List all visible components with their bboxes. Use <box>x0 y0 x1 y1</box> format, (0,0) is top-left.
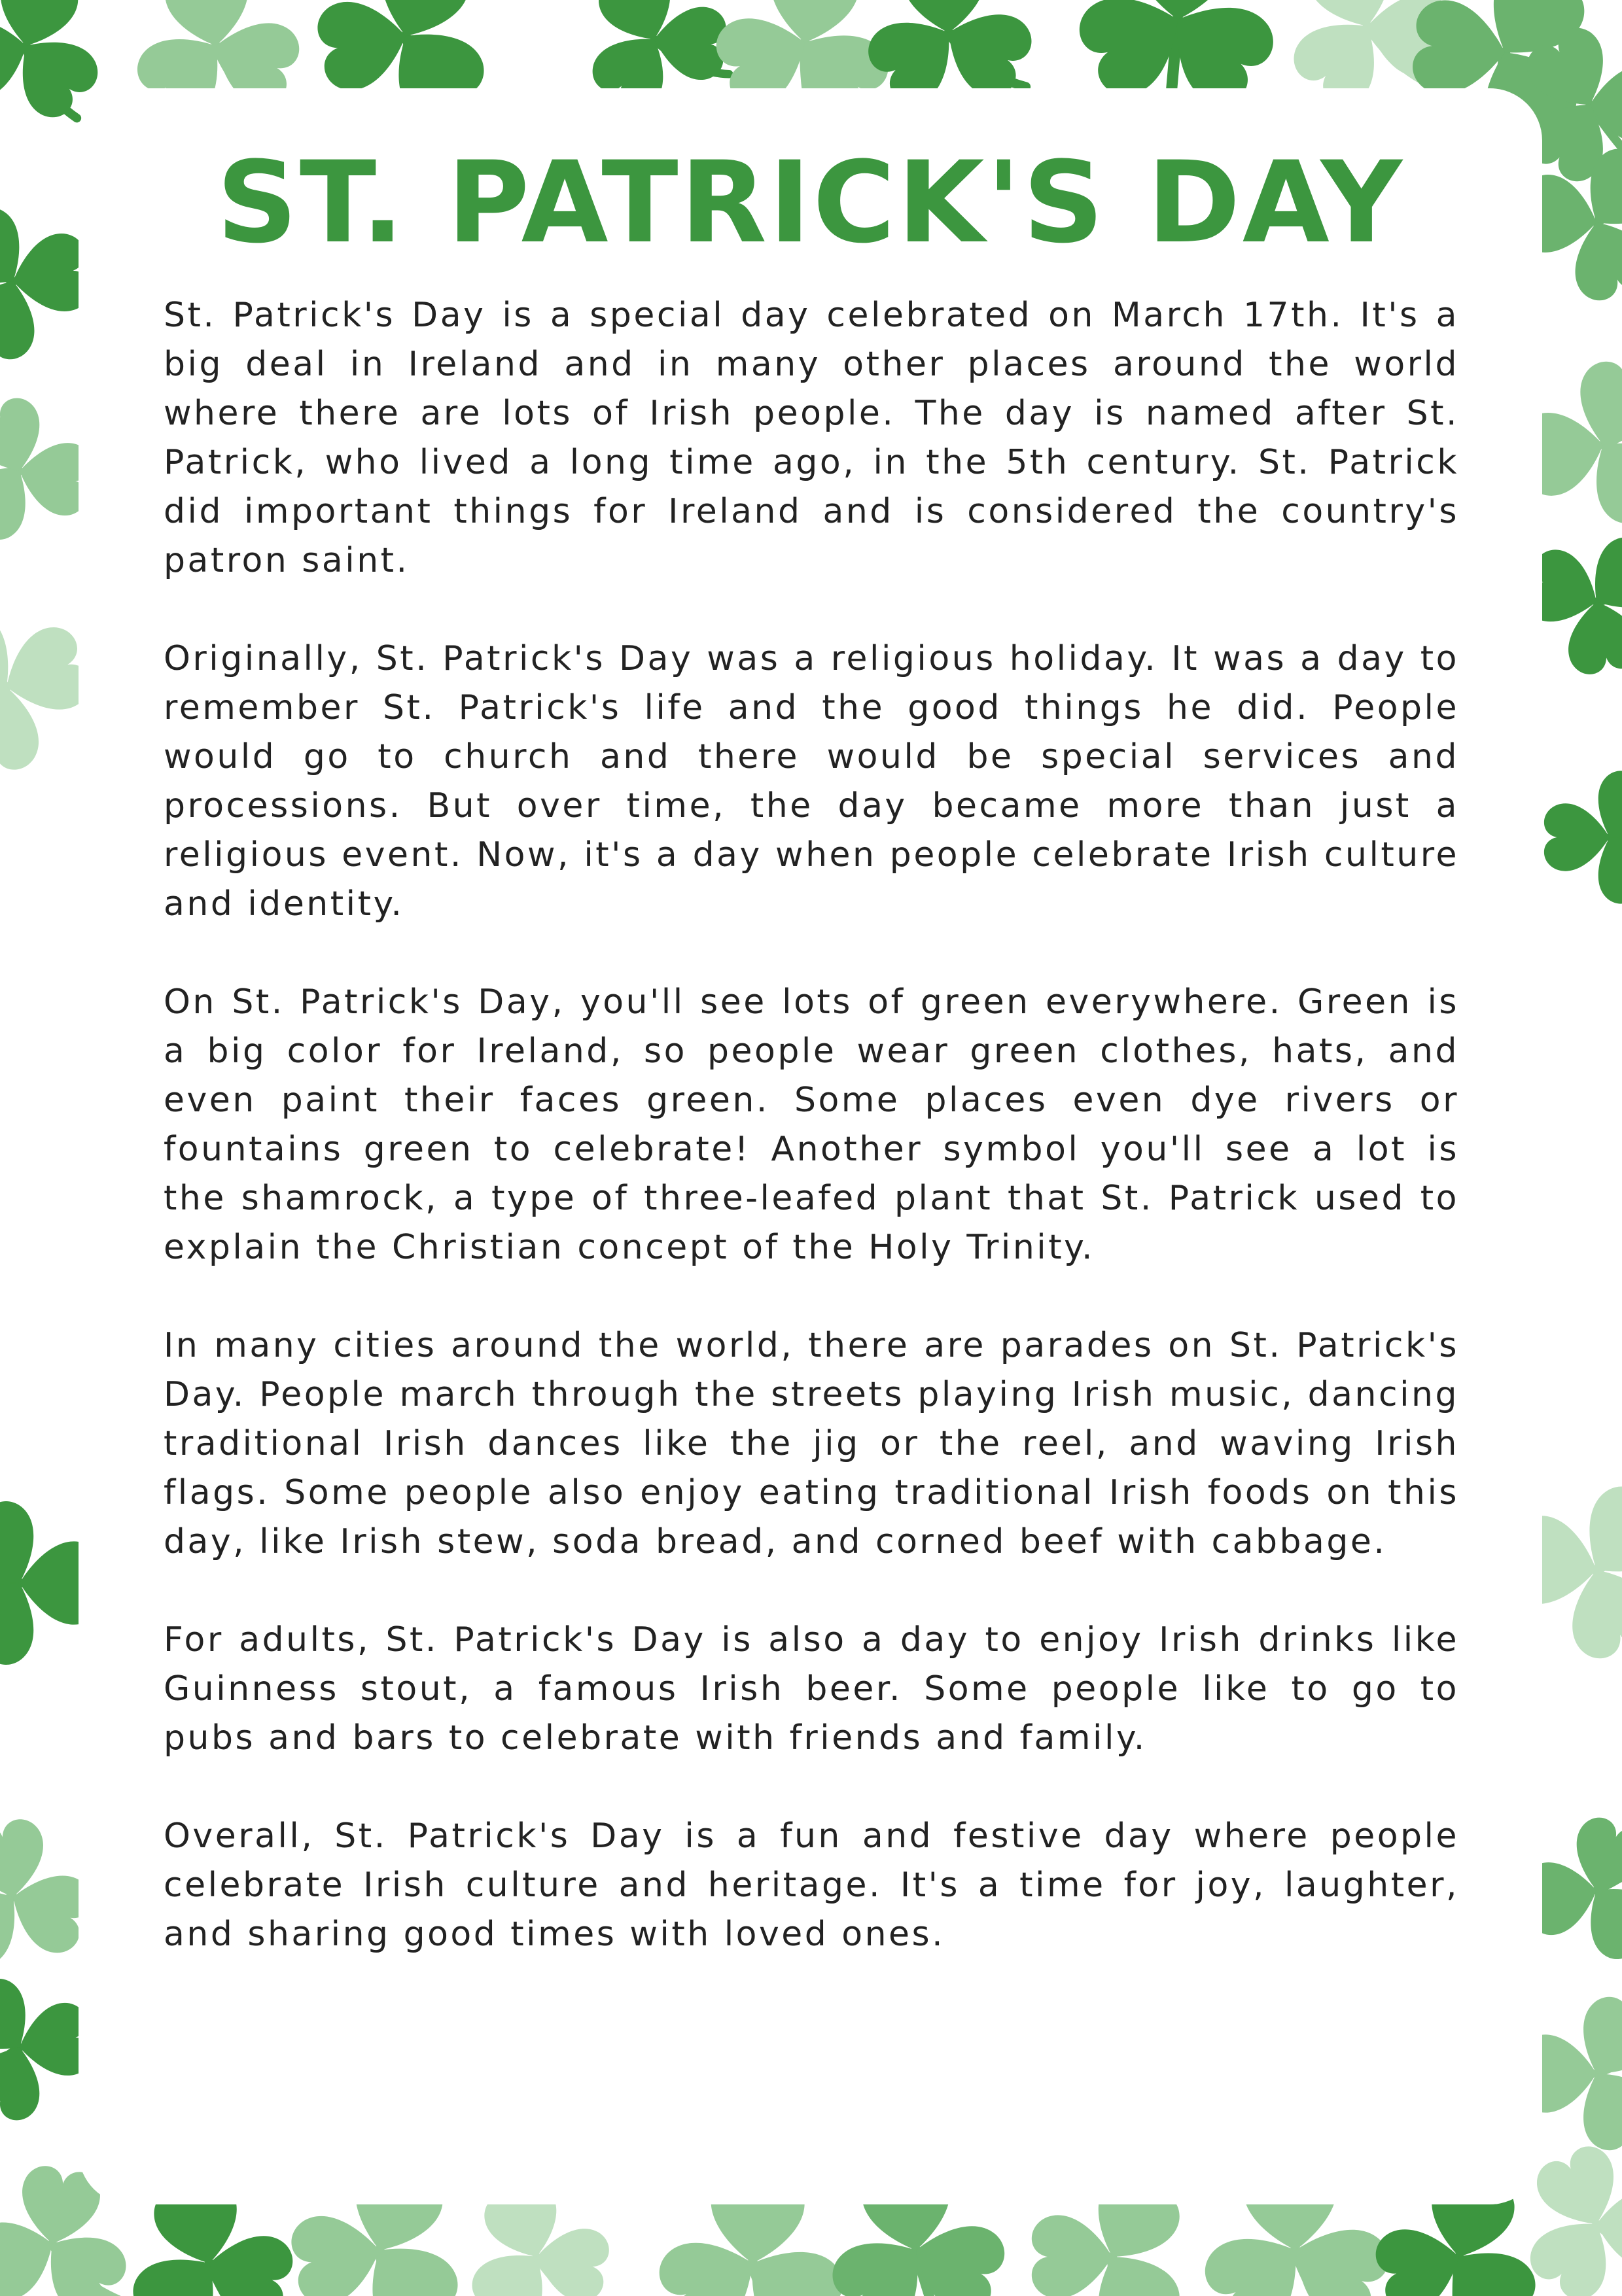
paragraph-2: Originally, St. Patrick's Day was a religious holiday. It was a day to remember St. Patrick's life and the good things he did. People would go to church and there would be special services and processions. But over time, the day became more than just a religious event. Now, it's a day when people celebrate Irish culture and identity. <box>164 639 1459 924</box>
shamrock-icon <box>1544 763 1622 911</box>
paragraph-6: Overall, St. Patrick's Day is a fun and festive day where people celebrate Irish culture and heritage. It's a time for joy, laughter, and sharing good times with loved ones. <box>164 1817 1459 1954</box>
paragraph-4: In many cities around the world, there are parades on St. Patrick's Day. People march through the streets playing Irish music, dancing traditional Irish dances like the jig or the reel, and waving Irish flags. Some people also enjoy eating traditional Irish foods on this day, like Irish stew, soda bread, and corned beef with cabbage. <box>164 1326 1459 1561</box>
paragraph-3: On St. Patrick's Day, you'll see lots of green everywhere. Green is a big color for Ireland, so people wear green clothes, hats, and even paint their faces green. Some places even dye rivers or fountains green to celebrate! Another symbol you'll see a lot is the shamrock, a type of three-leafed plant that St. Patrick used to explain the Christian concept of the Holy Trinity. <box>164 983 1459 1267</box>
paragraph-5: For adults, St. Patrick's Day is also a day to enjoy Irish drinks like Guinness stout, a famous Irish beer. Some people like to go to pubs and bars to celebrate with friends and family. <box>164 1620 1459 1758</box>
paragraph-1: St. Patrick's Day is a special day celebrated on March 17th. It's a big deal in Ireland and in many other places around the world where there are lots of Irish people. The day is named after St. Patrick, who lived a long time ago, in the 5th century. St. Patrick did important things for Ireland and is considered the country's patron saint. <box>164 296 1459 580</box>
article-body <box>164 291 1459 2008</box>
page-title: ST. PATRICK'S DAY <box>216 137 1404 268</box>
